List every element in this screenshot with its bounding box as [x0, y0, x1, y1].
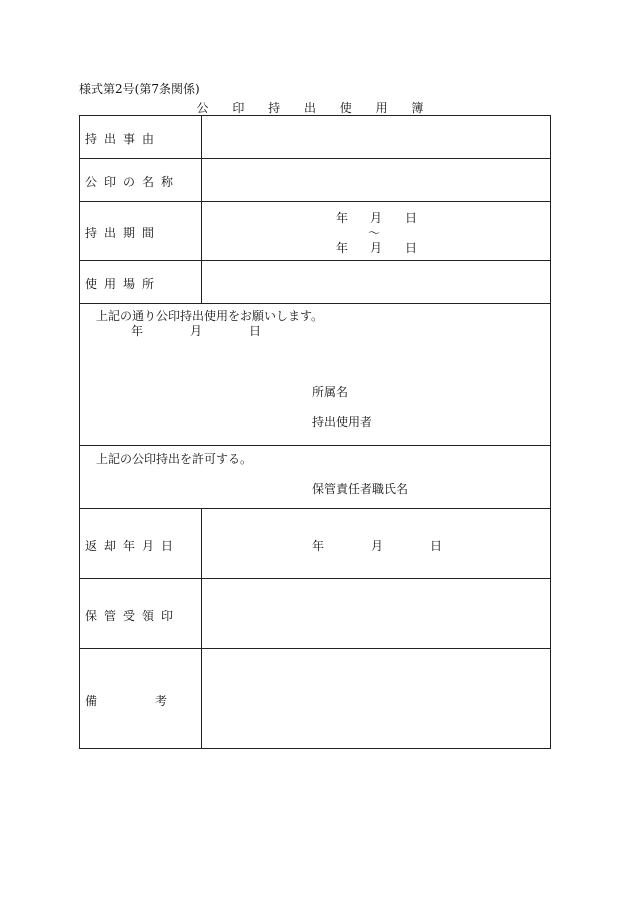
table-line-left — [79, 115, 80, 748]
request-month: 月 — [190, 324, 203, 338]
table-line-2 — [79, 201, 551, 202]
document-title: 公 印 持 出 使 用 簿 — [196, 101, 434, 115]
table-line-3 — [79, 260, 551, 261]
table-line-6 — [79, 508, 551, 509]
period-end-day: 日 — [405, 241, 418, 255]
table-line-1 — [79, 158, 551, 159]
label-receipt-seal: 保管受領印 — [85, 609, 181, 623]
request-year: 年 — [131, 324, 144, 338]
label-return-date: 返却年月日 — [85, 539, 181, 553]
table-line-right — [550, 115, 551, 748]
period-end-year: 年 — [336, 241, 349, 255]
label-seal-name: 公印の名称 — [85, 175, 181, 189]
table-line-4 — [79, 303, 551, 304]
custodian-label: 保管責任者職氏名 — [312, 482, 409, 496]
period-end-month: 月 — [370, 241, 383, 255]
table-divider-upper — [201, 115, 202, 303]
table-line-bottom — [79, 748, 551, 749]
table-line-8 — [79, 648, 551, 649]
label-remarks-char-1: 備 — [85, 694, 98, 708]
return-year: 年 — [312, 539, 325, 553]
user-label: 持出使用者 — [312, 415, 373, 429]
period-start-year: 年 — [336, 211, 349, 225]
approval-text: 上記の公印持出を許可する。 — [96, 452, 253, 466]
label-period: 持出期間 — [85, 226, 162, 240]
period-tilde: 〜 — [368, 226, 381, 240]
label-place: 使用場所 — [85, 277, 162, 291]
table-divider-lower — [201, 508, 202, 748]
table-line-5 — [79, 445, 551, 446]
period-start-month: 月 — [370, 211, 383, 225]
label-reason: 持出事由 — [85, 132, 162, 146]
request-text: 上記の通り公印持出使用をお願いします。 — [96, 309, 324, 323]
form-number: 様式第2号(第7条関係) — [79, 82, 200, 96]
department-label: 所属名 — [312, 385, 349, 399]
table-line-top — [79, 115, 551, 116]
request-day: 日 — [249, 324, 262, 338]
return-month: 月 — [371, 539, 384, 553]
table-line-7 — [79, 578, 551, 579]
return-day: 日 — [430, 539, 443, 553]
label-remarks-char-2: 考 — [155, 694, 168, 708]
period-start-day: 日 — [405, 211, 418, 225]
